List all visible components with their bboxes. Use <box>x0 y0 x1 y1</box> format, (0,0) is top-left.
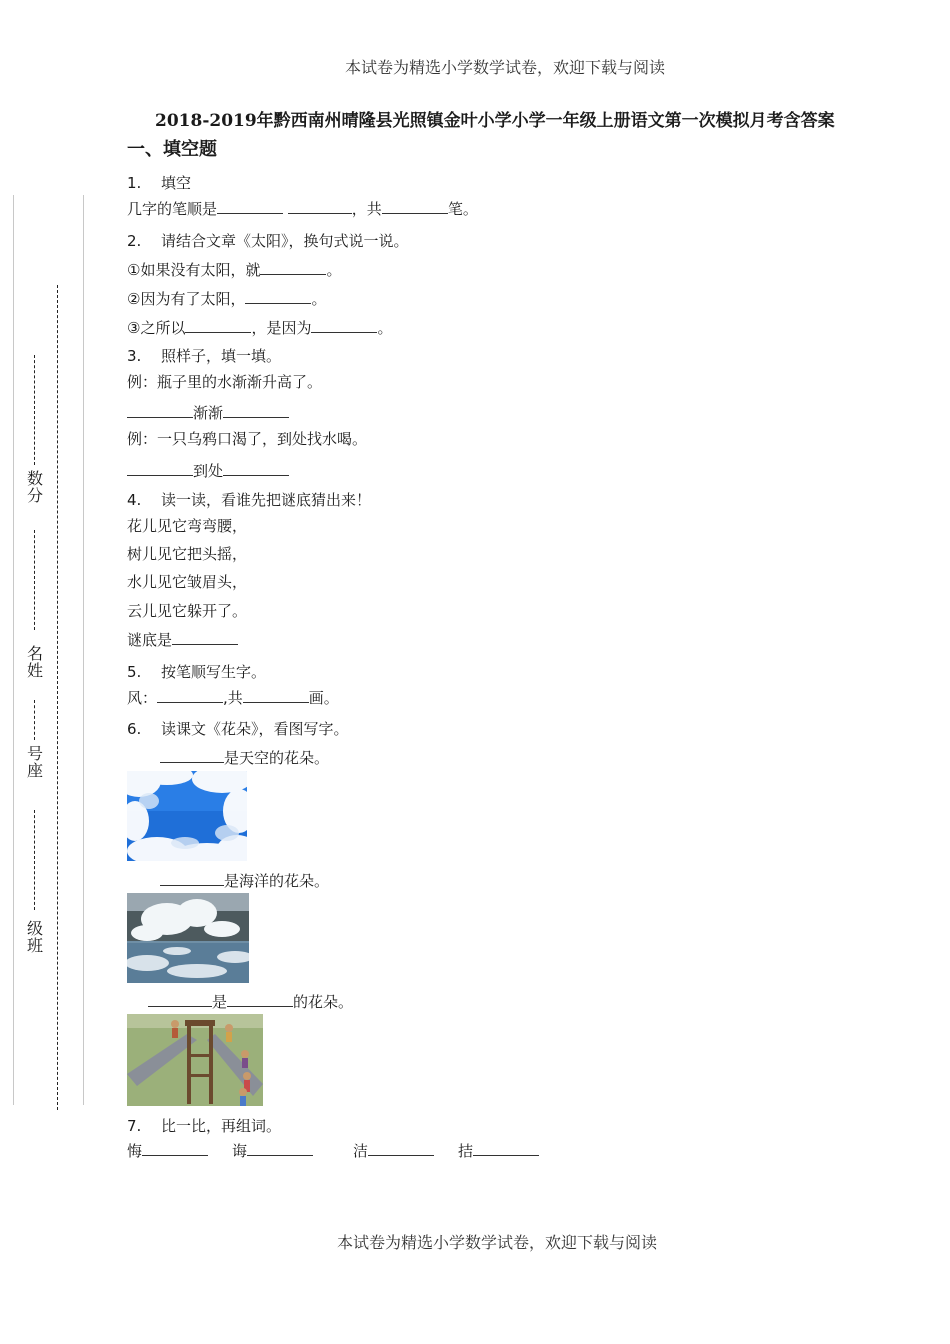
margin-dashed-line-left <box>34 700 35 740</box>
sky-clouds-image <box>127 771 247 861</box>
answer-text: ②因为有了太阳， <box>127 290 246 308</box>
q2-line-1 <box>127 259 341 280</box>
margin-label-name: 名姓 <box>26 644 43 680</box>
margin-rule-inner <box>83 195 84 1105</box>
q6-sentence-2 <box>160 870 329 891</box>
header-note: 本试卷为精选小学数学试卷，欢迎下载与阅读 <box>345 58 666 77</box>
q3-example-2: 例：一只乌鸦口渴了，到处找水喝。 <box>127 430 368 448</box>
margin-rule-outer <box>13 195 14 1105</box>
answer-text: ③之所以 <box>127 319 186 337</box>
answer-blank[interactable] <box>247 1141 313 1156</box>
answer-text: ，是因为 <box>251 319 312 337</box>
footer-note: 本试卷为精选小学数学试卷，欢迎下载与阅读 <box>337 1233 658 1252</box>
q7-prompt <box>127 1115 281 1136</box>
answer-blank[interactable] <box>185 318 251 333</box>
answer-blank[interactable] <box>148 992 212 1007</box>
answer-text: 拮 <box>458 1142 474 1160</box>
question-text: 读课文《花朵》，看图写字。 <box>161 720 349 738</box>
margin-label-class: 级班 <box>26 919 43 955</box>
q2-line-3 <box>127 317 392 338</box>
q5-answer-line <box>127 687 339 708</box>
answer-text: 笔。 <box>447 200 478 218</box>
question-number: 6. <box>127 720 142 738</box>
answer-blank[interactable] <box>160 748 224 763</box>
question-text: 比一比，再组词。 <box>161 1117 282 1135</box>
q1-answer-line <box>127 198 478 219</box>
q7-item <box>353 1140 434 1161</box>
q3-fill-2 <box>127 460 289 481</box>
margin-dashed-line-right <box>57 285 58 1110</box>
q4-answer-line <box>127 629 238 650</box>
question-number: 5. <box>127 663 142 681</box>
answer-text: ,共 <box>223 689 243 707</box>
answer-text: 的花朵。 <box>293 993 354 1011</box>
answer-text: 画。 <box>308 689 339 707</box>
answer-blank[interactable] <box>160 871 224 886</box>
answer-blank[interactable] <box>172 630 238 645</box>
q7-item <box>232 1140 313 1161</box>
answer-text: 洁 <box>353 1142 369 1160</box>
answer-text: 是 <box>212 993 228 1011</box>
answer-blank[interactable] <box>288 199 352 214</box>
answer-blank[interactable] <box>127 403 193 418</box>
ocean-waves-image <box>127 893 249 983</box>
q3-example-1: 例：瓶子里的水渐渐升高了。 <box>127 373 323 391</box>
margin-dashed-line-left <box>34 810 35 910</box>
answer-text: 几字的笔顺是 <box>127 200 218 218</box>
section-heading: 一、填空题 <box>127 139 217 160</box>
q5-prompt <box>127 661 266 682</box>
answer-text: 是天空的花朵。 <box>224 749 330 767</box>
answer-blank[interactable] <box>157 688 223 703</box>
answer-blank[interactable] <box>260 260 326 275</box>
answer-blank[interactable] <box>223 461 289 476</box>
answer-text: 。 <box>377 319 393 337</box>
q6-sentence-3 <box>148 991 353 1012</box>
answer-text: ，共 <box>351 200 382 218</box>
margin-label-score: 数分 <box>26 469 43 505</box>
question-number: 3. <box>127 347 142 365</box>
answer-blank[interactable] <box>245 289 311 304</box>
answer-blank[interactable] <box>243 688 309 703</box>
answer-blank[interactable] <box>473 1141 539 1156</box>
q7-item <box>458 1140 539 1161</box>
answer-blank[interactable] <box>311 318 377 333</box>
riddle-line: 水儿见它皱眉头， <box>127 573 248 591</box>
answer-blank[interactable] <box>142 1141 208 1156</box>
margin-dashed-line-left <box>34 530 35 630</box>
question-number: 2. <box>127 232 142 250</box>
answer-text: 到处 <box>193 462 224 480</box>
question-text: 按笔顺写生字。 <box>161 663 267 681</box>
question-text: 照样子，填一填。 <box>161 347 282 365</box>
answer-blank[interactable] <box>223 403 289 418</box>
margin-label-seat: 号座 <box>26 744 43 780</box>
q7-item <box>127 1140 208 1161</box>
answer-blank[interactable] <box>217 199 283 214</box>
q3-prompt <box>127 345 281 366</box>
answer-text: 悔 <box>127 1142 143 1160</box>
answer-text: 是海洋的花朵。 <box>224 872 330 890</box>
riddle-line: 云儿见它躲开了。 <box>127 602 248 620</box>
answer-blank[interactable] <box>382 199 448 214</box>
q6-prompt <box>127 718 349 739</box>
q4-prompt <box>127 489 371 510</box>
playground-slide-image <box>127 1014 263 1106</box>
riddle-line: 花儿见它弯弯腰， <box>127 517 248 535</box>
answer-text: 。 <box>326 261 342 279</box>
answer-blank[interactable] <box>368 1141 434 1156</box>
answer-text: 诲 <box>232 1142 248 1160</box>
question-text: 填空 <box>161 174 192 192</box>
question-number: 4. <box>127 491 142 509</box>
q1-prompt <box>127 172 191 193</box>
q6-sentence-1 <box>160 747 329 768</box>
question-text: 读一读，看谁先把谜底猜出来！ <box>161 491 372 509</box>
margin-dashed-line-left <box>34 355 35 465</box>
answer-text: 谜底是 <box>127 631 173 649</box>
q2-prompt <box>127 230 409 251</box>
answer-text: ①如果没有太阳，就 <box>127 261 261 279</box>
question-text: 请结合文章《太阳》，换句式说一说。 <box>161 232 409 250</box>
question-number: 1. <box>127 174 142 192</box>
riddle-line: 树儿见它把头摇， <box>127 545 248 563</box>
answer-text: 。 <box>311 290 327 308</box>
answer-text: 渐渐 <box>193 404 224 422</box>
answer-blank[interactable] <box>227 992 293 1007</box>
document-title: 2018-2019年黔西南州晴隆县光照镇金叶小学小学一年级上册语文第一次模拟月考含答案 <box>155 111 835 131</box>
q3-fill-1 <box>127 402 289 423</box>
q2-line-2 <box>127 288 326 309</box>
answer-text: 风： <box>127 689 158 707</box>
answer-blank[interactable] <box>127 461 193 476</box>
question-number: 7. <box>127 1117 142 1135</box>
